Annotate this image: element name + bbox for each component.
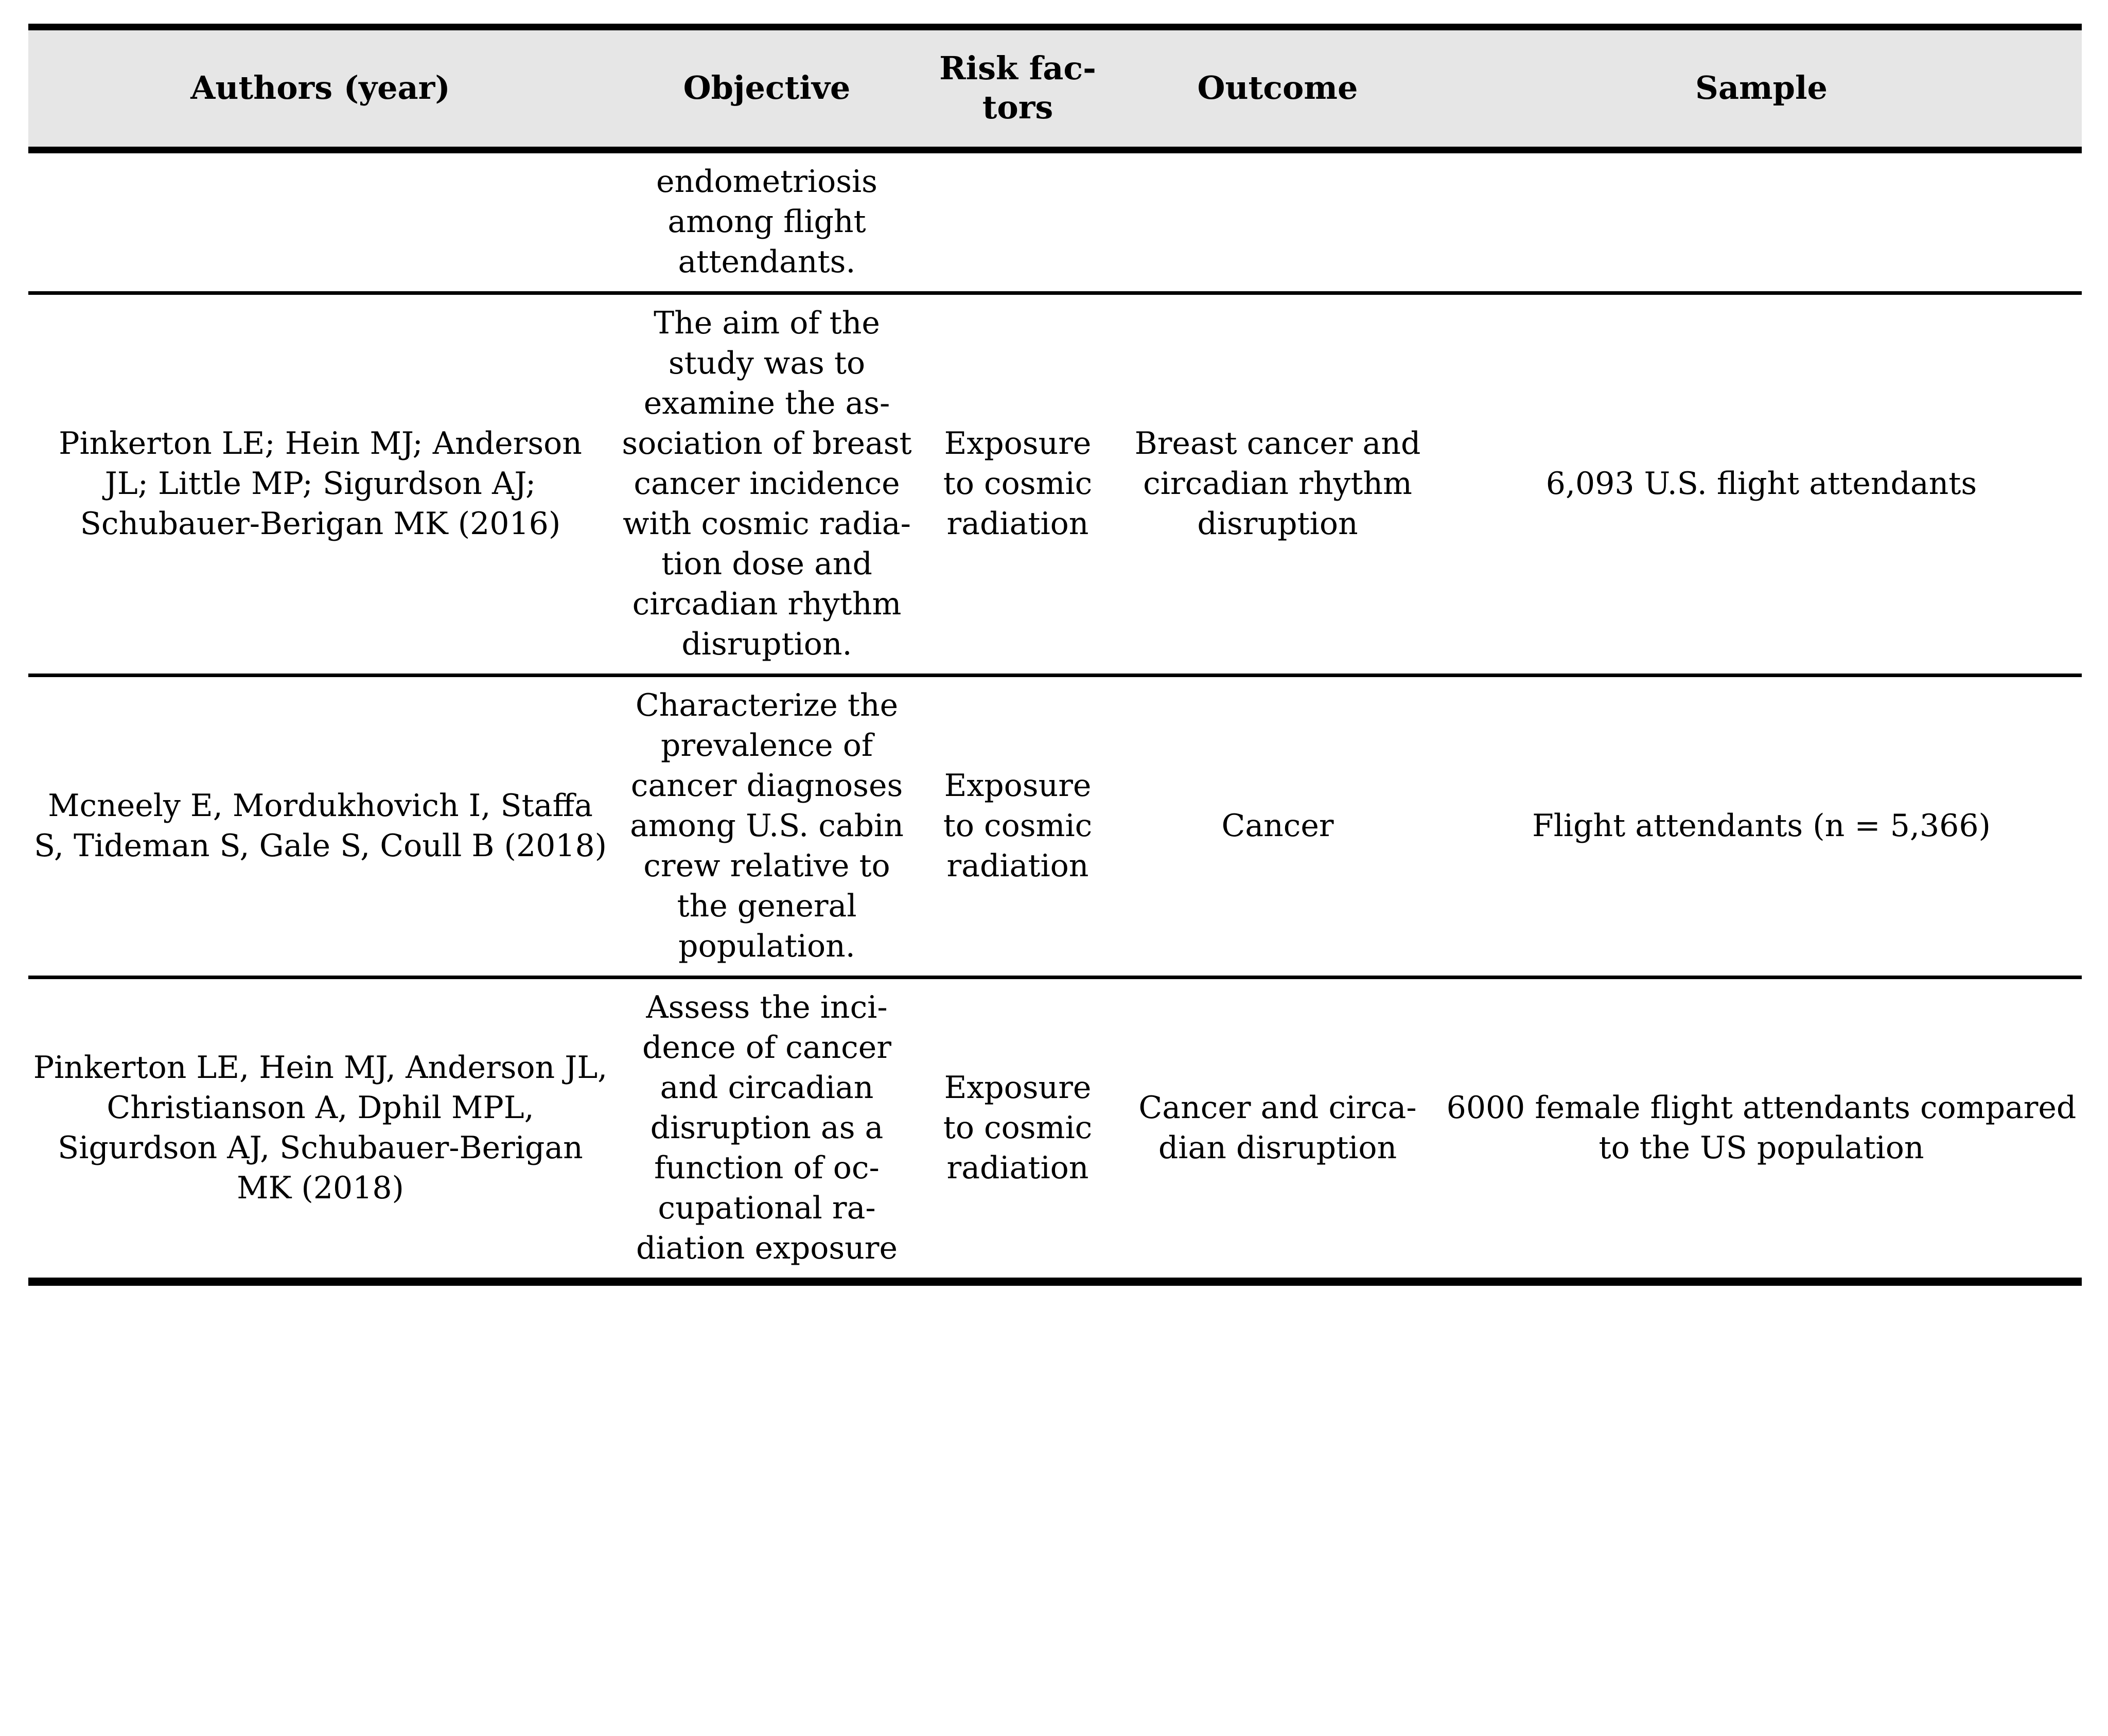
flight-attendant-studies-table [28,30,2082,1278]
cell-authors [28,150,612,293]
cell-objective: Characterize the prevalence of cancer diagnoses among U.S. cabin crew relative to the general population. [612,676,921,978]
cell-sample: 6,093 U.S. flight attendants [1441,293,2082,676]
cell-risk-factors [921,150,1114,293]
table-row [28,293,2082,676]
column-header-objective: Objective [612,30,921,150]
cell-objective: The aim of the study was to examine the association of breast cancer incidence with cosmic radiation dose and circadian rhythm disruption. [612,293,921,676]
table-header [28,30,2082,150]
table-bottom-rule [28,1278,2082,1286]
cell-outcome: Cancer [1114,676,1441,978]
cell-authors: Pinkerton LE, Hein MJ, Anderson JL, Christianson A, Dphil MPL, Sigurdson AJ, Schubauer-Berigan MK (2018) [33,1050,608,1206]
table-header-row [28,30,2082,150]
column-header-risk-factors: Risk fac- tors [921,30,1114,150]
table-body [28,150,2082,1278]
table-top-rule [28,24,2082,30]
column-header-authors: Authors (year) [28,30,612,150]
cell-authors: Pinkerton LE; Hein MJ; Anderson JL; Little MP; Sigurdson AJ; Schubauer-Berigan MK (2016) [28,293,612,676]
cell-sample: Flight attendants (n = 5,366) [1441,676,2082,978]
table-row [28,150,2082,293]
cell-objective: Assess the incidence of cancer and circadian disruption as a function of occupational radiation exposure [636,989,898,1266]
table-row [28,676,2082,978]
cell-sample: 6000 female flight attendants compared to the US population [1446,1090,2077,1166]
column-header-sample: Sample [1441,30,2082,150]
cell-outcome [1114,150,1441,293]
cell-outcome: Breast cancer and circadian rhythm disruption [1114,293,1441,676]
table-container [28,24,2082,1286]
column-header-outcome: Outcome [1114,30,1441,150]
cell-authors: Mcneely E, Mordukhovich I, Staffa S, Tideman S, Gale S, Coull B (2018) [28,676,612,978]
cell-outcome: Cancer and circadian disruption [1138,1090,1417,1166]
cell-risk-factors: Exposure to cosmic radiation [921,676,1114,978]
cell-risk-factors: Exposure to cosmic radiation [921,293,1114,676]
cell-objective: endometriosis among flight attendants. [612,150,921,293]
table-row [28,978,2082,1278]
cell-risk-factors: Exposure to cosmic radiation [943,1070,1093,1186]
cell-sample [1441,150,2082,293]
